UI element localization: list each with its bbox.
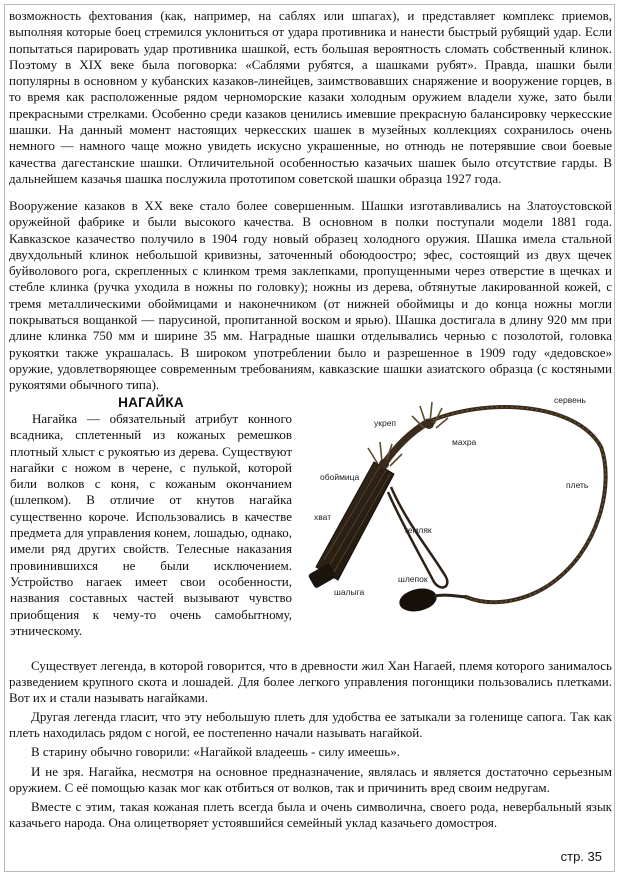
- label-ukrep: укреп: [374, 418, 397, 428]
- label-plet: плеть: [566, 480, 589, 490]
- section-title: НАГАЙКА: [118, 395, 184, 410]
- nagaika-figure: [296, 392, 614, 630]
- legends-section: [9, 658, 612, 831]
- page-number: стр. 35: [560, 849, 602, 864]
- label-temlyak: темляк: [404, 525, 432, 535]
- paragraph-nagaika-intro: Нагайка — обязательный атрибут конного всадника, сплетенный из кожаных ремешков плотный хлыст с рукоятью из дерева. Существуют нагайки с ножом в черене, с пулькой, которой били волков с коня, с кожаным окончанием (шлепком). В отличие от кнутов нагайка существенно короче. Использовались в качестве предмета для управления конем, лошадью, однако, имели ряд других свойств. Телесные наказания провинившихся не были исключением. Устройство нагаек имеет свои особенности, названия составных частей вызывают чувство приобщения к чему-то очень самобытному, этническому.: [10, 411, 292, 638]
- label-shalyga: шалыга: [334, 587, 365, 597]
- paragraph-armament-20th-century: Вооружение казаков в XX веке стало более совершенным. Шашки изготавливались на Златоустовской оружейной фабрике и были высокого качества. В основном в полки поступали модели 1881 года. Кавказское казачество получило в 1904 году новый образец холодного оружия. Шашка имела стальной двухдольный клинок небольшой кривизны, заточенный обоюдоостро; эфес, состоящий из двух щечек буйволового рога, скрепленных с клинком тремя заклепками, пропущенными через отверстие в щечках и стебле клинка (ручка уходила в ножны по головку); ножны из дерева, обтянутые лакированной кожей, с тремя металлическими обоймицами и наконечником (от нижней обоймицы и до конца ножны могли покрываться вощанкой — парусиной, пропитанной воском и ярью). Шашка достигала в длину 920 мм при длине клинка 750 мм и ширине 35 мм. Наградные шашки отделывались чернью с позолотой, головка рукоятки также украшалась. В широком употреблении было и разрешенное в 1909 году «дедовское» оружие, удовлетворяющее современным требованиям, кавказские шашки азиатского образца (с костяными рукоятями обычного типа).: [9, 198, 612, 393]
- label-serven: сервень: [554, 395, 586, 405]
- label-khvat: хват: [314, 512, 332, 522]
- paragraph-legend-khan: Существует легенда, в которой говорится, что в древности жил Хан Нагаей, племя которого занималось разведением крупного скота и лошадей. Для более легкого управления погонщики пользовались плетками. Вот их и стали называть нагайками.: [9, 658, 612, 706]
- paragraph-shashka-fencing: возможность фехтования (как, например, на саблях или шпагах), и представляет комплекс приемов, выполняя которые боец стремился уклониться от удара противника и нанести быстрый рубящий удар. Если попытаться парировать удар противника шашкой, есть большая вероятность сломать собственный клинок. Поэтому в XIX веке была поговорка: «Саблями рубятся, а шашками рубят». Правда, шашки были популярны в основном у кубанских казаков-линейцев, заимствовавших снаряжение и вооружение горцев, в то время как расположенные рядом черноморские казаки холодным оружием владели хуже, зато были прекрасными стрелками. Особенно среди казаков ценились имевшие прекрасную балансировку черкесские шашки. На данный момент настоящих черкесских шашек в музейных коллекциях сохранилось очень немного — намного чаще можно увидеть искусно украшенные, но отнюдь не потерявшие свои боевые качества дагестанские шашки. Отличительной особенностью казачьих шашек было отсутствие гарды. В дальнейшем казачья шашка послужила прототипом советской шашки образца 1927 года.: [9, 8, 612, 186]
- paragraph-weapon: И не зря. Нагайка, несмотря на основное предназначение, являлась и является достаточно серьезным оружием. С её помощью казак мог как отбиться от волков, так и причинить вред своим недругам.: [9, 763, 612, 795]
- paragraph-symbol: Вместе с этим, такая кожаная плеть всегда была и очень символична, своего рода, невербальный язык казачьего народа. Она олицетворяет устоявшийся семейный уклад казачьего домостроя.: [9, 798, 612, 830]
- paragraph-legend-boot: Другая легенда гласит, что эту небольшую плеть для удобства ее затыкали за голенище сапога. Так как плеть находилась рядом с ногой, ее постепенно начали называть нагайкой.: [9, 709, 612, 741]
- nagaika-intro-column: [10, 395, 292, 639]
- label-shlepok: шлепок: [398, 574, 428, 584]
- label-obojmitsa: обоймица: [320, 472, 360, 482]
- paragraph-saying: В старину обычно говорили: «Нагайкой владеешь - силу имеешь».: [31, 744, 400, 760]
- label-makhra: махра: [452, 437, 477, 447]
